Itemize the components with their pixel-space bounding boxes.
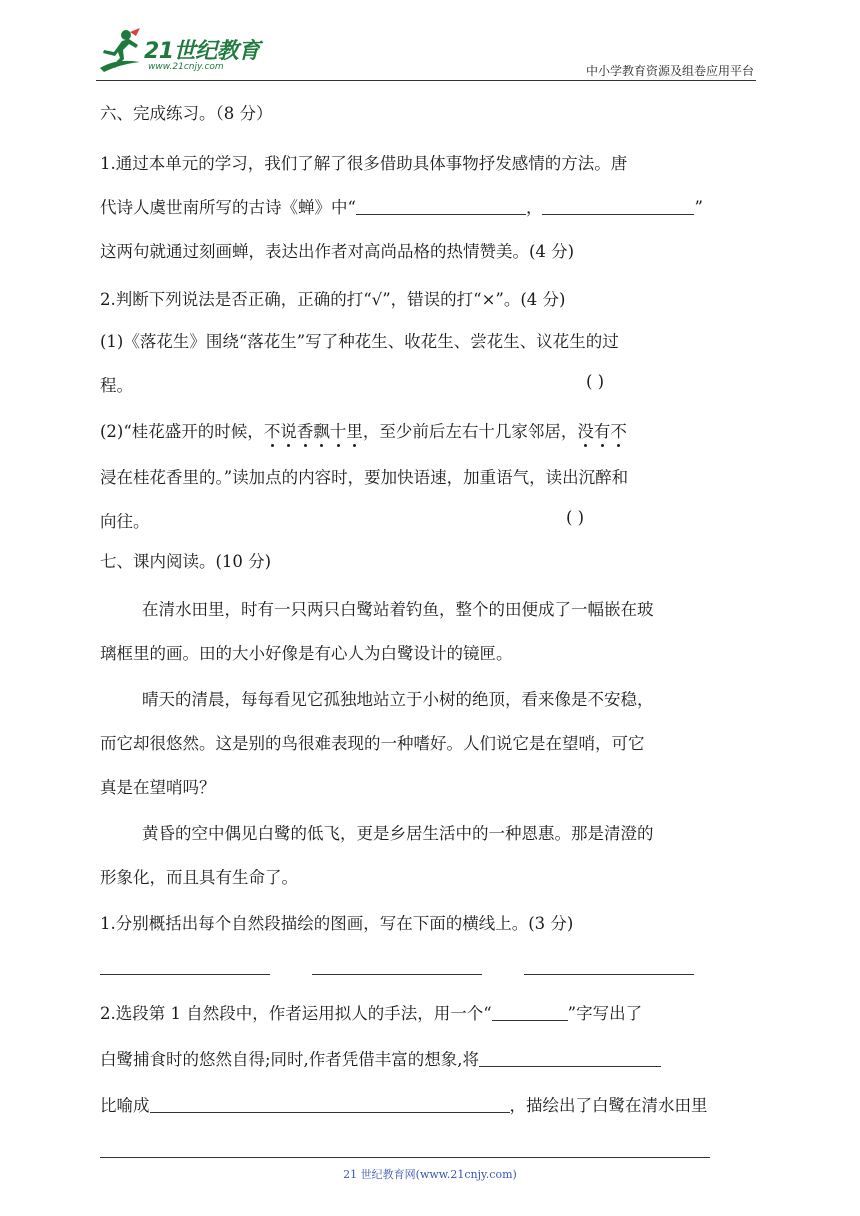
s7-q2-line1 <box>100 1000 642 1024</box>
footer-text: 21 世纪教育网(www.21cnjy.com) <box>343 1168 517 1181</box>
dotted-char: 不 <box>263 422 281 441</box>
s7-q2-line2 <box>100 1046 661 1070</box>
s6-q1-text-c: ” <box>694 198 703 217</box>
passage-p3-line2: 形象化，而且具有生命了。 <box>100 868 298 887</box>
runner-logo-icon <box>96 28 144 74</box>
s6-q2-2-text-a: (2)“桂花盛开的时候， <box>100 422 264 441</box>
answer-blank-2[interactable] <box>542 198 694 215</box>
logo-text: 21世纪教育 <box>144 39 260 64</box>
passage-p2-line2: 而它却很悠然。这是别的鸟很难表现的一种嗜好。人们说它是在望哨，可它 <box>100 734 645 753</box>
passage-p1-line1: 在清水田里，时有一只两只白鹭站着钓鱼，整个的田便成了一幅嵌在玻 <box>142 600 654 619</box>
answer-paren-1[interactable]: ( ) <box>586 372 605 391</box>
site-logo <box>96 28 266 78</box>
s7-q2-text-b: ”字写出了 <box>567 1004 643 1023</box>
answer-line-3[interactable] <box>524 958 694 975</box>
s6-q2-2-line3: 向往。 <box>100 512 150 531</box>
page-header <box>96 22 756 82</box>
dotted-char: 里 <box>346 422 363 441</box>
s6-q1-text-a: 代诗人虞世南所写的古诗《蝉》中“ <box>100 198 356 217</box>
s7-q2-text-d: 比喻成 <box>100 1096 150 1115</box>
s6-q1-text-b: ， <box>525 198 543 217</box>
passage-p2-line3: 真是在望哨吗？ <box>100 778 216 797</box>
s6-q2-2-line2: 浸在桂花香里的。”读加点的内容时，要加快语速，加重语气，读出沉醉和 <box>100 468 629 487</box>
s7-q2-line3 <box>100 1092 708 1116</box>
s6-q2-title: 2.判断下列说法是否正确，正确的打“√”，错误的打“×”。(4 分) <box>100 290 566 309</box>
s6-q1-line3: 这两句就通过刻画蝉，表达出作者对高尚品格的热情赞美。(4 分) <box>100 242 575 261</box>
passage-p3-line1: 黄昏的空中偶见白鹭的低飞，更是乡居生活中的一种恩惠。那是清澄的 <box>142 824 654 843</box>
header-divider <box>96 80 756 81</box>
passage-p2-line1: 晴天的清晨，每每看见它孤独地站立于小树的绝顶，看来像是不安稳， <box>142 690 654 709</box>
s6-q2-2-text-b: ，至少前后左右十几家邻居， <box>362 422 578 441</box>
s6-q2-2-line1 <box>100 418 627 442</box>
answer-blank-compare-a[interactable] <box>479 1050 661 1067</box>
dotted-char: 香 <box>296 422 314 441</box>
dotted-char: 有 <box>593 422 611 441</box>
s6-q2-1-line2: 程。 <box>100 376 133 395</box>
s7-q2-text-a: 2.选段第 1 自然段中，作者运用拟人的手法，用一个“ <box>100 1004 492 1023</box>
passage-p1-line2: 璃框里的画。田的大小好像是有心人为白鹭设计的镜匣。 <box>100 644 513 663</box>
s7-q2-text-e: ，描绘出了白鹭在清水田里 <box>509 1096 708 1115</box>
dotted-char: 没 <box>577 422 594 441</box>
answer-line-1[interactable] <box>100 958 270 975</box>
section-6-title: 六、完成练习。（8 分） <box>100 104 273 123</box>
answer-paren-2[interactable]: ( ) <box>566 508 585 527</box>
answer-blank-1[interactable] <box>356 198 526 215</box>
s6-q1-line1: 1.通过本单元的学习，我们了解了很多借助具体事物抒发感情的方法。唐 <box>100 154 628 173</box>
dotted-char: 说 <box>280 422 297 441</box>
s6-q2-1-line1: (1)《落花生》围绕“落花生”写了种花生、收花生、尝花生、议花生的过 <box>100 332 619 351</box>
answer-blank-char[interactable] <box>492 1004 568 1021</box>
answer-line-2[interactable] <box>312 958 482 975</box>
dotted-char: 飘 <box>313 422 330 441</box>
logo-url: www.21cnjy.com <box>148 62 224 72</box>
section-7-title: 七、课内阅读。(10 分) <box>100 552 272 571</box>
s6-q1-line2 <box>100 194 703 218</box>
s7-q1: 1.分别概括出每个自然段描绘的图画，写在下面的横线上。(3 分) <box>100 914 574 933</box>
s7-q2-text-c: 白鹭捕食时的悠然自得;同时,作者凭借丰富的想象,将 <box>100 1050 480 1069</box>
dotted-char: 不 <box>610 422 627 441</box>
platform-name: 中小学教育资源及组卷应用平台 <box>585 64 754 78</box>
dotted-char: 十 <box>329 422 347 441</box>
answer-blank-compare-b[interactable] <box>150 1096 510 1113</box>
footer-divider <box>100 1157 710 1158</box>
